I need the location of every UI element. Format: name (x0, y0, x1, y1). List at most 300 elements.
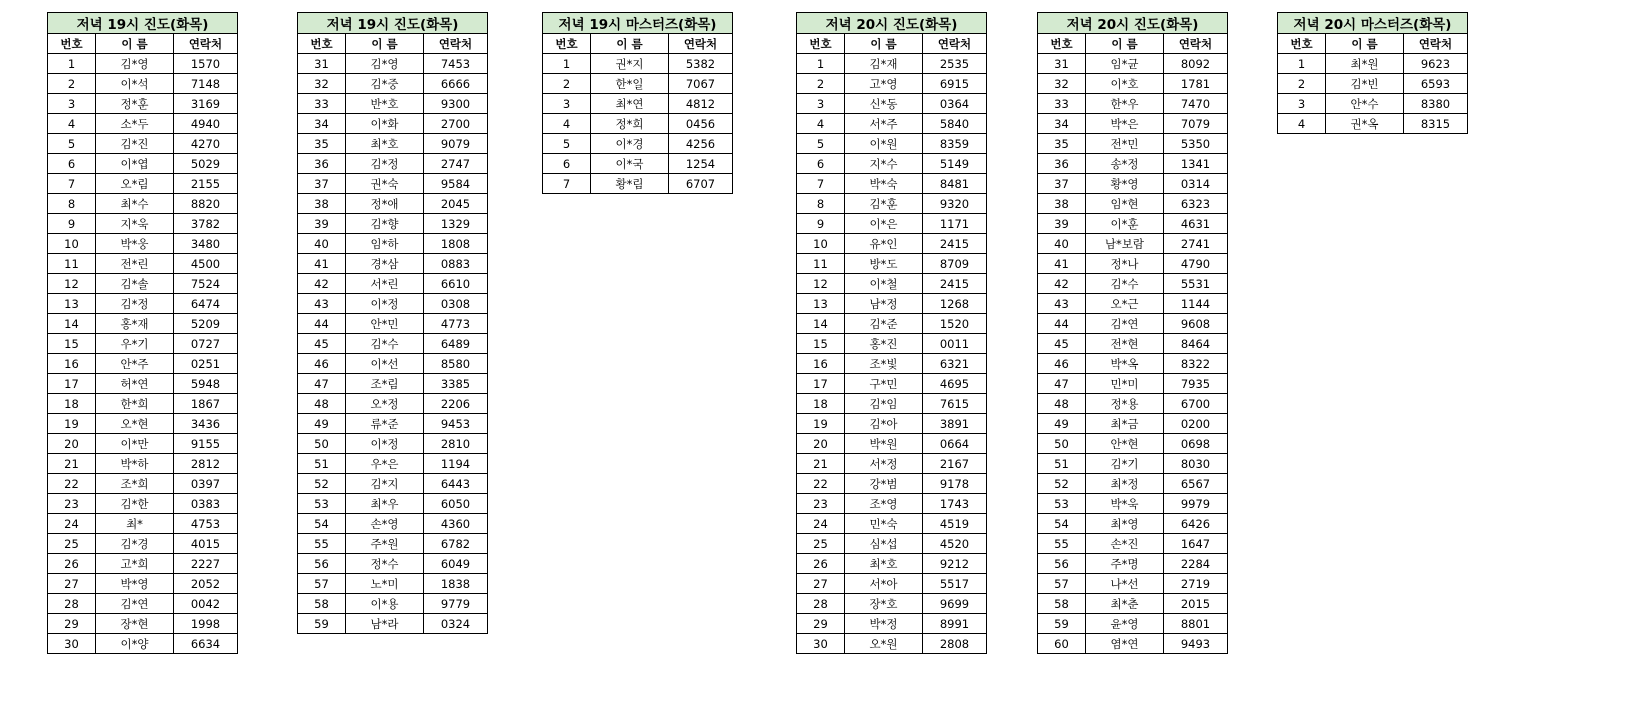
cell-name: 권*숙 (346, 174, 424, 194)
table-row (1278, 54, 1468, 74)
cell-number: 3 (1278, 94, 1326, 114)
cell-phone: 0456 (669, 114, 733, 134)
cell-name: 오*정 (346, 394, 424, 414)
cell-name: 최*수 (96, 194, 174, 214)
cell-name: 허*연 (96, 374, 174, 394)
table-row (797, 594, 987, 614)
table-row (543, 114, 733, 134)
table-row (797, 554, 987, 574)
cell-phone: 4695 (923, 374, 987, 394)
cell-number: 26 (797, 554, 845, 574)
cell-name: 김*영 (96, 54, 174, 74)
cell-phone: 8380 (1404, 94, 1468, 114)
header-number: 번호 (298, 34, 346, 54)
table-row (48, 594, 238, 614)
cell-phone: 1341 (1164, 154, 1228, 174)
cell-name: 손*영 (346, 514, 424, 534)
table-row (298, 574, 488, 594)
table-row (1038, 154, 1228, 174)
cell-name: 조*영 (845, 494, 923, 514)
cell-number: 1 (797, 54, 845, 74)
cell-number: 59 (1038, 614, 1086, 634)
cell-number: 2 (543, 74, 591, 94)
cell-name: 이*선 (346, 354, 424, 374)
header-phone: 연락처 (1164, 34, 1228, 54)
cell-number: 49 (1038, 414, 1086, 434)
table-row (797, 94, 987, 114)
cell-name: 오*현 (96, 414, 174, 434)
cell-phone: 1743 (923, 494, 987, 514)
cell-name: 윤*영 (1086, 614, 1164, 634)
cell-number: 33 (298, 94, 346, 114)
cell-number: 32 (1038, 74, 1086, 94)
table-row (48, 194, 238, 214)
table-row (48, 494, 238, 514)
cell-phone: 2167 (923, 454, 987, 474)
cell-phone: 4015 (174, 534, 238, 554)
cell-phone: 4500 (174, 254, 238, 274)
cell-name: 조*희 (96, 474, 174, 494)
cell-phone: 9300 (424, 94, 488, 114)
cell-phone: 4812 (669, 94, 733, 114)
table-title: 저녁 20시 진도(화목) (797, 13, 987, 34)
cell-name: 한*우 (1086, 94, 1164, 114)
table-row (543, 174, 733, 194)
cell-name: 이*국 (591, 154, 669, 174)
cell-number: 22 (48, 474, 96, 494)
cell-number: 8 (797, 194, 845, 214)
table-row (48, 114, 238, 134)
cell-number: 46 (298, 354, 346, 374)
cell-name: 이*훈 (1086, 214, 1164, 234)
cell-number: 41 (298, 254, 346, 274)
table-row (1038, 74, 1228, 94)
cell-phone: 4270 (174, 134, 238, 154)
cell-phone: 9623 (1404, 54, 1468, 74)
cell-number: 53 (1038, 494, 1086, 514)
table-row (298, 94, 488, 114)
cell-name: 조*림 (346, 374, 424, 394)
header-number: 번호 (1038, 34, 1086, 54)
header-number: 번호 (797, 34, 845, 54)
table-row (1038, 114, 1228, 134)
cell-name: 이*석 (96, 74, 174, 94)
cell-number: 40 (1038, 234, 1086, 254)
cell-phone: 1171 (923, 214, 987, 234)
table-row (1038, 274, 1228, 294)
cell-phone: 0664 (923, 434, 987, 454)
table-row (298, 474, 488, 494)
cell-phone: 3480 (174, 234, 238, 254)
table-row (797, 374, 987, 394)
table-row (298, 614, 488, 634)
table-row (797, 474, 987, 494)
table-row (298, 394, 488, 414)
cell-phone: 9178 (923, 474, 987, 494)
cell-number: 1 (1278, 54, 1326, 74)
table-row (1038, 214, 1228, 234)
cell-name: 박*욱 (1086, 494, 1164, 514)
table-title: 저녁 20시 마스터즈(화목) (1278, 13, 1468, 34)
cell-phone: 7067 (669, 74, 733, 94)
cell-phone: 6050 (424, 494, 488, 514)
cell-number: 19 (48, 414, 96, 434)
cell-number: 26 (48, 554, 96, 574)
cell-number: 21 (48, 454, 96, 474)
cell-name: 김*솔 (96, 274, 174, 294)
cell-name: 최*우 (346, 494, 424, 514)
table-row (48, 414, 238, 434)
table-row (797, 254, 987, 274)
cell-number: 12 (48, 274, 96, 294)
cell-phone: 4790 (1164, 254, 1228, 274)
cell-name: 조*빛 (845, 354, 923, 374)
cell-phone: 2052 (174, 574, 238, 594)
cell-number: 7 (797, 174, 845, 194)
cell-phone: 1144 (1164, 294, 1228, 314)
cell-number: 32 (298, 74, 346, 94)
cell-phone: 9212 (923, 554, 987, 574)
cell-name: 지*욱 (96, 214, 174, 234)
cell-number: 6 (543, 154, 591, 174)
table-row (48, 514, 238, 534)
cell-number: 17 (797, 374, 845, 394)
table-row (1038, 494, 1228, 514)
cell-phone: 2415 (923, 274, 987, 294)
cell-name: 장*호 (845, 594, 923, 614)
cell-phone: 2045 (424, 194, 488, 214)
cell-name: 반*호 (346, 94, 424, 114)
cell-name: 김*연 (1086, 314, 1164, 334)
cell-phone: 1647 (1164, 534, 1228, 554)
cell-name: 남*정 (845, 294, 923, 314)
cell-number: 29 (48, 614, 96, 634)
cell-name: 김*재 (845, 54, 923, 74)
cell-name: 이*호 (1086, 74, 1164, 94)
header-phone: 연락처 (669, 34, 733, 54)
cell-number: 51 (298, 454, 346, 474)
cell-name: 전*현 (1086, 334, 1164, 354)
table-row (1038, 254, 1228, 274)
table-row (298, 494, 488, 514)
cell-phone: 1254 (669, 154, 733, 174)
cell-name: 경*삼 (346, 254, 424, 274)
cell-number: 14 (48, 314, 96, 334)
table-row (48, 294, 238, 314)
cell-phone: 1268 (923, 294, 987, 314)
cell-name: 심*섭 (845, 534, 923, 554)
cell-phone: 7148 (174, 74, 238, 94)
table-row (543, 74, 733, 94)
cell-phone: 0011 (923, 334, 987, 354)
table-row (797, 314, 987, 334)
cell-phone: 9608 (1164, 314, 1228, 334)
cell-phone: 2415 (923, 234, 987, 254)
table-row (797, 114, 987, 134)
cell-number: 31 (298, 54, 346, 74)
cell-name: 전*린 (96, 254, 174, 274)
cell-name: 고*영 (845, 74, 923, 94)
cell-phone: 4519 (923, 514, 987, 534)
cell-number: 22 (797, 474, 845, 494)
cell-phone: 0727 (174, 334, 238, 354)
table-title: 저녁 19시 진도(화목) (298, 13, 488, 34)
cell-phone: 2284 (1164, 554, 1228, 574)
roster-table-20-jindo-2 (1037, 12, 1228, 654)
cell-number: 34 (1038, 114, 1086, 134)
cell-phone: 9079 (424, 134, 488, 154)
table-row (1038, 354, 1228, 374)
header-name: 이 름 (591, 34, 669, 54)
cell-phone: 8030 (1164, 454, 1228, 474)
cell-phone: 8322 (1164, 354, 1228, 374)
header-name: 이 름 (96, 34, 174, 54)
cell-phone: 5209 (174, 314, 238, 334)
table-row (797, 454, 987, 474)
cell-number: 7 (48, 174, 96, 194)
cell-name: 박*영 (96, 574, 174, 594)
cell-name: 김*수 (346, 334, 424, 354)
table-row (1038, 54, 1228, 74)
cell-number: 14 (797, 314, 845, 334)
cell-name: 민*미 (1086, 374, 1164, 394)
cell-number: 49 (298, 414, 346, 434)
cell-number: 6 (797, 154, 845, 174)
cell-phone: 3385 (424, 374, 488, 394)
cell-phone: 6666 (424, 74, 488, 94)
table-row (1038, 414, 1228, 434)
table-row (1038, 314, 1228, 334)
cell-number: 13 (797, 294, 845, 314)
cell-number: 54 (1038, 514, 1086, 534)
cell-name: 이*경 (591, 134, 669, 154)
cell-number: 44 (1038, 314, 1086, 334)
cell-phone: 5531 (1164, 274, 1228, 294)
table-row (48, 74, 238, 94)
table-row (48, 334, 238, 354)
cell-name: 박*원 (845, 434, 923, 454)
cell-number: 55 (1038, 534, 1086, 554)
cell-name: 한*희 (96, 394, 174, 414)
cell-name: 김*빈 (1326, 74, 1404, 94)
cell-phone: 6782 (424, 534, 488, 554)
cell-name: 김*영 (346, 54, 424, 74)
cell-number: 30 (797, 634, 845, 654)
table-row (48, 454, 238, 474)
cell-number: 41 (1038, 254, 1086, 274)
cell-number: 21 (797, 454, 845, 474)
cell-name: 정*희 (591, 114, 669, 134)
cell-phone: 6567 (1164, 474, 1228, 494)
cell-name: 임*균 (1086, 54, 1164, 74)
cell-phone: 1781 (1164, 74, 1228, 94)
cell-name: 신*동 (845, 94, 923, 114)
cell-name: 서*주 (845, 114, 923, 134)
cell-name: 김*중 (346, 74, 424, 94)
table-row (298, 534, 488, 554)
cell-number: 23 (797, 494, 845, 514)
cell-phone: 1998 (174, 614, 238, 634)
cell-number: 25 (48, 534, 96, 554)
roster-table-20-masters (1277, 12, 1468, 134)
cell-number: 51 (1038, 454, 1086, 474)
cell-name: 안*민 (346, 314, 424, 334)
cell-number: 46 (1038, 354, 1086, 374)
table-row (1278, 94, 1468, 114)
table-row (797, 534, 987, 554)
cell-number: 3 (48, 94, 96, 114)
table-row (1038, 594, 1228, 614)
table-row (797, 294, 987, 314)
cell-phone: 0698 (1164, 434, 1228, 454)
cell-phone: 3169 (174, 94, 238, 114)
header-phone: 연락처 (923, 34, 987, 54)
cell-phone: 7079 (1164, 114, 1228, 134)
cell-number: 37 (298, 174, 346, 194)
table-row (298, 354, 488, 374)
cell-phone: 5382 (669, 54, 733, 74)
table-row (298, 294, 488, 314)
header-name: 이 름 (1086, 34, 1164, 54)
cell-number: 7 (543, 174, 591, 194)
roster-table-19-jindo-1 (47, 12, 238, 654)
cell-name: 권*옥 (1326, 114, 1404, 134)
cell-name: 고*희 (96, 554, 174, 574)
cell-number: 4 (1278, 114, 1326, 134)
cell-number: 10 (797, 234, 845, 254)
table-row (298, 214, 488, 234)
cell-number: 56 (1038, 554, 1086, 574)
table-row (797, 74, 987, 94)
cell-name: 김*수 (1086, 274, 1164, 294)
cell-name: 이*철 (845, 274, 923, 294)
table-row (797, 434, 987, 454)
cell-number: 29 (797, 614, 845, 634)
cell-number: 58 (1038, 594, 1086, 614)
cell-phone: 4360 (424, 514, 488, 534)
table-row (298, 254, 488, 274)
table-row (797, 54, 987, 74)
cell-number: 12 (797, 274, 845, 294)
cell-phone: 0883 (424, 254, 488, 274)
cell-name: 최*원 (1326, 54, 1404, 74)
cell-phone: 1838 (424, 574, 488, 594)
cell-number: 28 (48, 594, 96, 614)
cell-name: 노*미 (346, 574, 424, 594)
cell-number: 15 (48, 334, 96, 354)
cell-name: 박*은 (1086, 114, 1164, 134)
cell-name: 유*인 (845, 234, 923, 254)
cell-phone: 2812 (174, 454, 238, 474)
cell-name: 안*수 (1326, 94, 1404, 114)
cell-phone: 6915 (923, 74, 987, 94)
cell-name: 김*훈 (845, 194, 923, 214)
cell-phone: 9699 (923, 594, 987, 614)
table-row (1278, 74, 1468, 94)
table-row (1038, 394, 1228, 414)
cell-phone: 1329 (424, 214, 488, 234)
table-row (1038, 174, 1228, 194)
cell-name: 장*현 (96, 614, 174, 634)
header-phone: 연락처 (424, 34, 488, 54)
cell-phone: 9453 (424, 414, 488, 434)
cell-phone: 6700 (1164, 394, 1228, 414)
cell-number: 39 (1038, 214, 1086, 234)
cell-phone: 0397 (174, 474, 238, 494)
cell-name: 오*원 (845, 634, 923, 654)
cell-phone: 1520 (923, 314, 987, 334)
cell-phone: 2808 (923, 634, 987, 654)
cell-number: 35 (298, 134, 346, 154)
table-title: 저녁 19시 진도(화목) (48, 13, 238, 34)
cell-name: 김*기 (1086, 454, 1164, 474)
cell-phone: 6443 (424, 474, 488, 494)
cell-name: 최* (96, 514, 174, 534)
table-row (298, 454, 488, 474)
cell-number: 13 (48, 294, 96, 314)
cell-number: 47 (1038, 374, 1086, 394)
cell-number: 60 (1038, 634, 1086, 654)
table-row (48, 354, 238, 374)
table-row (48, 274, 238, 294)
table-row (797, 354, 987, 374)
table-row (1038, 374, 1228, 394)
table-row (797, 214, 987, 234)
cell-name: 이*정 (346, 294, 424, 314)
cell-phone: 9584 (424, 174, 488, 194)
cell-name: 최*연 (591, 94, 669, 114)
cell-phone: 8991 (923, 614, 987, 634)
cell-name: 주*원 (346, 534, 424, 554)
cell-number: 57 (1038, 574, 1086, 594)
table-row (298, 194, 488, 214)
cell-number: 34 (298, 114, 346, 134)
cell-number: 2 (797, 74, 845, 94)
cell-phone: 2227 (174, 554, 238, 574)
cell-phone: 2155 (174, 174, 238, 194)
table-row (797, 634, 987, 654)
cell-phone: 5948 (174, 374, 238, 394)
cell-name: 박*정 (845, 614, 923, 634)
cell-name: 이*엽 (96, 154, 174, 174)
cell-name: 구*민 (845, 374, 923, 394)
table-row (298, 334, 488, 354)
table-row (48, 134, 238, 154)
header-name: 이 름 (845, 34, 923, 54)
table-row (48, 254, 238, 274)
cell-number: 59 (298, 614, 346, 634)
cell-name: 남*라 (346, 614, 424, 634)
cell-phone: 3782 (174, 214, 238, 234)
cell-phone: 5517 (923, 574, 987, 594)
cell-number: 24 (797, 514, 845, 534)
table-row (797, 154, 987, 174)
cell-phone: 1194 (424, 454, 488, 474)
cell-number: 52 (1038, 474, 1086, 494)
cell-name: 정*용 (1086, 394, 1164, 414)
cell-number: 5 (48, 134, 96, 154)
cell-number: 48 (1038, 394, 1086, 414)
roster-table-19-masters (542, 12, 733, 194)
table-row (298, 154, 488, 174)
cell-number: 44 (298, 314, 346, 334)
cell-number: 24 (48, 514, 96, 534)
cell-phone: 0324 (424, 614, 488, 634)
cell-number: 6 (48, 154, 96, 174)
cell-name: 김*정 (96, 294, 174, 314)
table-row (543, 154, 733, 174)
cell-number: 56 (298, 554, 346, 574)
